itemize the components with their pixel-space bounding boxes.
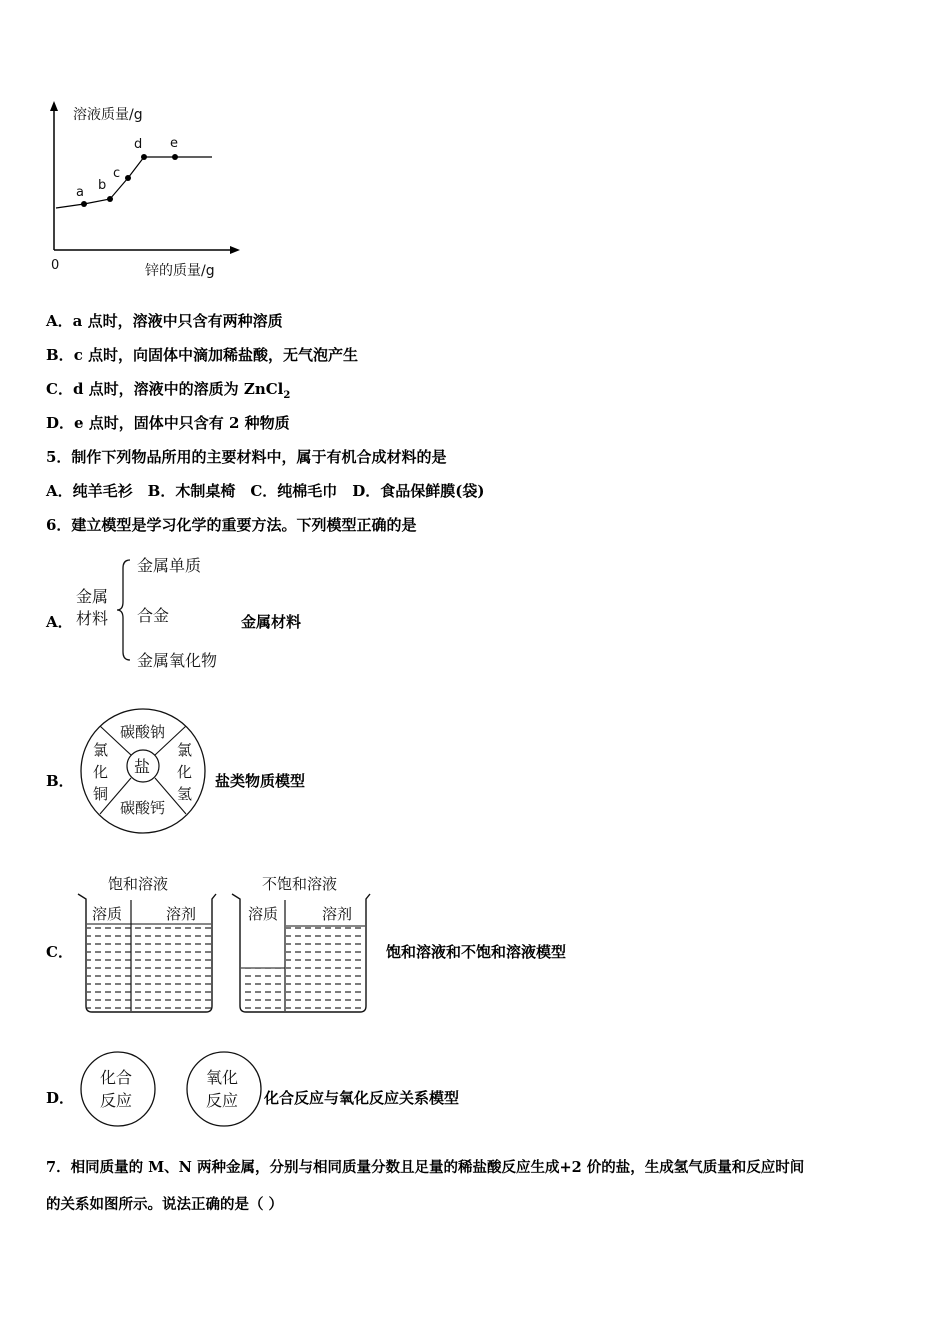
q6-c-beakers [74,868,374,1020]
q6-c-beaker1-liquid [87,924,211,1011]
point-c [125,175,131,181]
solution-mass-graph [40,95,260,285]
point-a [81,201,87,207]
q6-option-a-letter: A． [46,613,73,631]
point-label-e: e [170,136,178,151]
point-label-c: c [113,166,121,181]
q6-b-salt-circle [78,706,208,836]
y-axis-arrow [50,101,58,111]
point-label-d: d [134,137,143,152]
q6-c-beaker1-title: 饱和溶液 [108,875,169,893]
q4-option-b: B．c 点时，向固体中滴加稀盐酸，无气泡产生 [46,346,359,364]
q6-option-c-letter: C． [46,943,73,961]
q6-a-brace [114,556,134,664]
q6-b-center: 盐 [134,757,151,776]
y-axis-label: 溶液质量/g [73,107,143,123]
point-e [172,154,178,160]
point-d [141,154,147,160]
q6-d-circles [76,1050,266,1130]
q7-line2: 的关系如图所示。说法正确的是（ ） [46,1196,284,1213]
q6-a-root-line1: 金属 [76,587,109,606]
q6-option-d-letter: D． [46,1089,75,1107]
q6-b-label: 盐类物质模型 [215,772,306,790]
q6-b-right-2: 化 [177,763,193,781]
q6-c-beaker2-solvent-liquid [286,926,365,1011]
point-label-a: a [76,185,84,200]
q6-a-label: 金属材料 [241,613,302,631]
point-b [107,196,113,202]
q6-b-left-3: 铜 [93,785,109,803]
q4-option-c: C．d 点时，溶液中的溶质为 ZnCl$_2$ [46,380,291,401]
q6-a-branch-1: 金属单质 [137,556,202,575]
q6-c-beaker2-solute: 溶质 [248,905,279,923]
q6-a-root [76,586,108,630]
q6-c-beaker2-title: 不饱和溶液 [262,875,338,893]
q7-line1: 7．相同质量的 M、N 两种金属，分别与相同质量分数且足量的稀盐酸反应生成+2 价的盐，生成氢气质量和反应时间 [46,1159,805,1176]
q6-b-right-3: 氢 [177,785,193,803]
q6-a-branch-2: 合金 [137,606,170,625]
q5-options: A．纯羊毛衫 B．木制桌椅 C．纯棉毛巾 D．食品保鲜膜(袋) [46,482,485,500]
q6-b-top: 碳酸钠 [120,723,166,741]
q6-c-beaker1-solvent: 溶剂 [166,905,197,923]
q6-d-circle1-line2: 反应 [100,1091,133,1110]
q5-stem: 5．制作下列物品所用的主要材料中，属于有机合成材料的是 [46,448,447,466]
x-axis-label: 锌的质量/g [145,263,215,279]
q6-c-beaker2-solvent: 溶剂 [322,905,353,923]
q4-option-a: A．a 点时，溶液中只含有两种溶质 [46,312,283,330]
q6-d-circle2-line1: 氧化 [206,1068,239,1087]
q6-b-left-2: 化 [93,763,109,781]
point-label-b: b [98,178,107,193]
origin-label: 0 [51,258,60,273]
q6-d-circle2-line2: 反应 [206,1091,239,1110]
q6-c-beaker1-solute: 溶质 [92,905,123,923]
q6-b-right-1: 氯 [177,741,193,759]
graph-curve [56,157,212,208]
q6-c-beaker2-solute-liquid [241,968,285,1011]
q6-d-circle1-line1: 化合 [100,1068,133,1087]
q6-stem: 6．建立模型是学习化学的重要方法。下列模型正确的是 [46,516,417,534]
q6-a-root-line2: 材料 [76,609,109,628]
x-axis-arrow [230,246,240,254]
q6-a-branch-3: 金属氧化物 [137,651,218,670]
q6-d-label: 化合反应与氧化反应关系模型 [264,1089,460,1107]
q4-option-d: D．e 点时，固体中只含有 2 种物质 [46,414,290,432]
q6-b-left-1: 氯 [93,741,109,759]
q6-b-bottom: 碳酸钙 [120,799,166,817]
q6-option-b-letter: B． [46,772,74,790]
q6-c-label: 饱和溶液和不饱和溶液模型 [386,943,567,961]
